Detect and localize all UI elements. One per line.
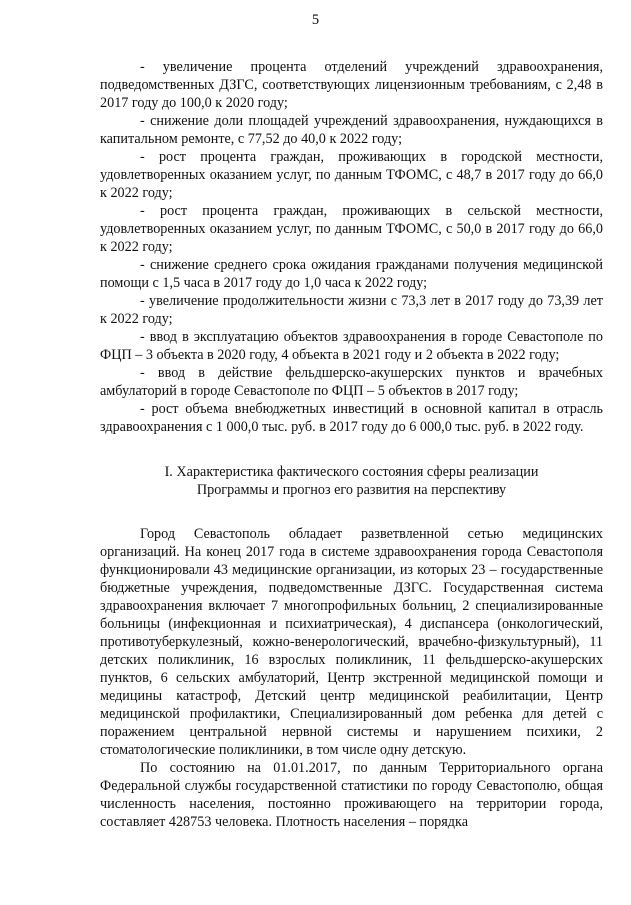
list-item: - снижение среднего срока ожидания гражданами получения медицинской помощи с 1,5 часа в 2017 году до 1,0 часа к 2022 году; xyxy=(100,257,603,291)
section-heading-line: Программы и прогноз его развития на перспективу xyxy=(196,482,507,498)
list-item: - ввод в действие фельдшерско-акушерских пунктов и врачебных амбулаторий в городе Севастополе по ФЦП – 5 объектов в 2017 году; xyxy=(100,365,603,399)
list-item: - ввод в эксплуатацию объектов здравоохранения в городе Севастополе по ФЦП – 3 объекта в 2020 году, 4 объекта в 2021 году и 2 объекта в 2022 году; xyxy=(100,329,603,363)
list-item: - снижение доли площадей учреждений здравоохранения, нуждающихся в капитальном ремонте, с 77,52 до 40,0 к 2022 году; xyxy=(100,113,603,147)
target-indicators-list xyxy=(100,58,603,436)
list-item: - рост процента граждан, проживающих в городской местности, удовлетворенных оказанием услуг, по данным ТФОМС, с 48,7 в 2017 году до 66,0 к 2022 году; xyxy=(100,149,603,201)
list-item: - рост процента граждан, проживающих в сельской местности, удовлетворенных оказанием услуг, по данным ТФОМС, с 50,0 в 2017 году до 66,0 к 2022 году; xyxy=(100,203,603,255)
page-number: 5 xyxy=(311,12,320,28)
list-item: - увеличение продолжительности жизни с 73,3 лет в 2017 году до 73,39 лет к 2022 году; xyxy=(100,293,603,327)
list-item: - рост объема внебюджетных инвестиций в основной капитал в отрасль здравоохранения с 1 000,0 тыс. руб. в 2017 году до 6 000,0 тыс. руб. в 2022 году. xyxy=(100,401,603,435)
body-paragraph: Город Севастополь обладает разветвленной сетью медицинских организаций. На конец 2017 года в системе здравоохранения города Севастополя функционировали 43 медицинские организации, из которых 23 – государственные бюджетные учреждения, подведомственные ДЗГС. Государственная система здравоохранения включает 7 многопрофильных больниц, 2 специализированные больницы (инфекционная и психиатрическая), 4 диспансера (онкологический, противотуберкулезный, кожно-венерологический, врачебно-физкультурный), 11 детских поликлиник, 16 взрослых поликлиник, 11 фельдшерско-акушерских пунктов, 6 сельских амбулаторий, Центр экстренной медицинской помощи и медицины катастроф, Детский центр медицинской реабилитации, Центр медицинской профилактики, Специализированный дом ребенка для детей с поражением центральной нервной системы и нарушением психики, 2 стоматологические поликлиники, в том числе одну детскую. xyxy=(100,526,603,758)
section-body xyxy=(100,525,603,831)
section-heading-line: I. Характеристика фактического состояния сферы реализации xyxy=(164,464,539,480)
section-heading xyxy=(100,463,603,499)
body-paragraph: По состоянию на 01.01.2017, по данным Территориального органа Федеральной службы государственной статистики по городу Севастополю, общая численность населения, постоянно проживающего на территории города, составляет 428753 человека. Плотность населения – порядка xyxy=(100,760,603,830)
list-item: - увеличение процента отделений учреждений здравоохранения, подведомственных ДЗГС, соответствующих лицензионным требованиям, с 2,48 в 2017 году до 100,0 к 2020 году; xyxy=(100,59,603,111)
page-content xyxy=(100,58,603,831)
